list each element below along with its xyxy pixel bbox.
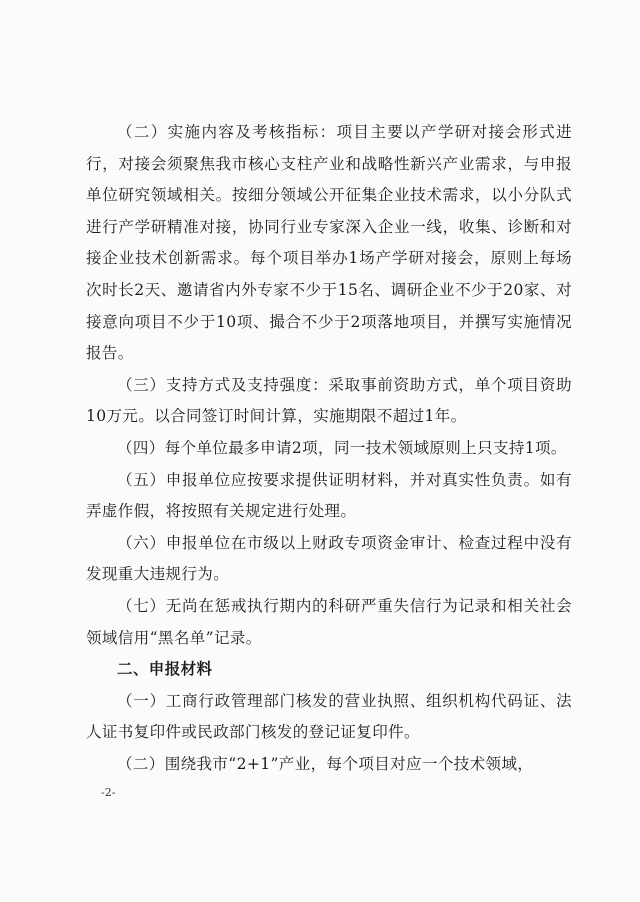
paragraph-industry-field: （二）围绕我市“2+1”产业，每个项目对应一个技术领域， (117, 754, 534, 773)
paragraph-credit-record: （七）无尚在惩戒执行期内的科研严重失信行为记录和相关社会领域信用“黑名单”记录。 (86, 596, 572, 647)
paragraph-proof-materials: （五）申报单位应按要求提供证明材料，并对真实性负责。如有弄虚作假，将按照有关规定进行处理。 (86, 470, 572, 521)
section-heading-materials: 二、申报材料 (117, 660, 213, 679)
paragraph-implementation-content: （二）实施内容及考核指标：项目主要以产学研对接会形式进行，对接会须聚焦我市核心支柱产业和战略性新兴产业需求，与申报单位研究领域相关。按细分领域公开征集企业技术需求，以小分队式进行产学研精准对接，协同行业专家深入企业一线，收集、诊断和对接企业技术创新需求。每个项目举办1场产学研对接会，原则上每场次时长2天、邀请省内外专家不少于15名、调研企业不少于20家、对接意向项目不少于10项、撮合不少于2项落地项目，并撰写实施情况报告。 (86, 123, 572, 363)
paragraph-support-method: （三）支持方式及支持强度：采取事前资助方式，单个项目资助10万元。以合同签订时间计算，实施期限不超过1年。 (86, 375, 572, 426)
paragraph-business-license: （一）工商行政管理部门核发的营业执照、组织机构代码证、法人证书复印件或民政部门核发的登记证复印件。 (86, 691, 572, 742)
page-number: -2- (101, 786, 116, 799)
paragraph-no-violations: （六）申报单位在市级以上财政专项资金审计、检查过程中没有发现重大违规行为。 (86, 533, 572, 584)
paragraph-application-limit: （四）每个单位最多申请2项，同一技术领域原则上只支持1项。 (117, 438, 567, 457)
document-body (86, 117, 572, 780)
